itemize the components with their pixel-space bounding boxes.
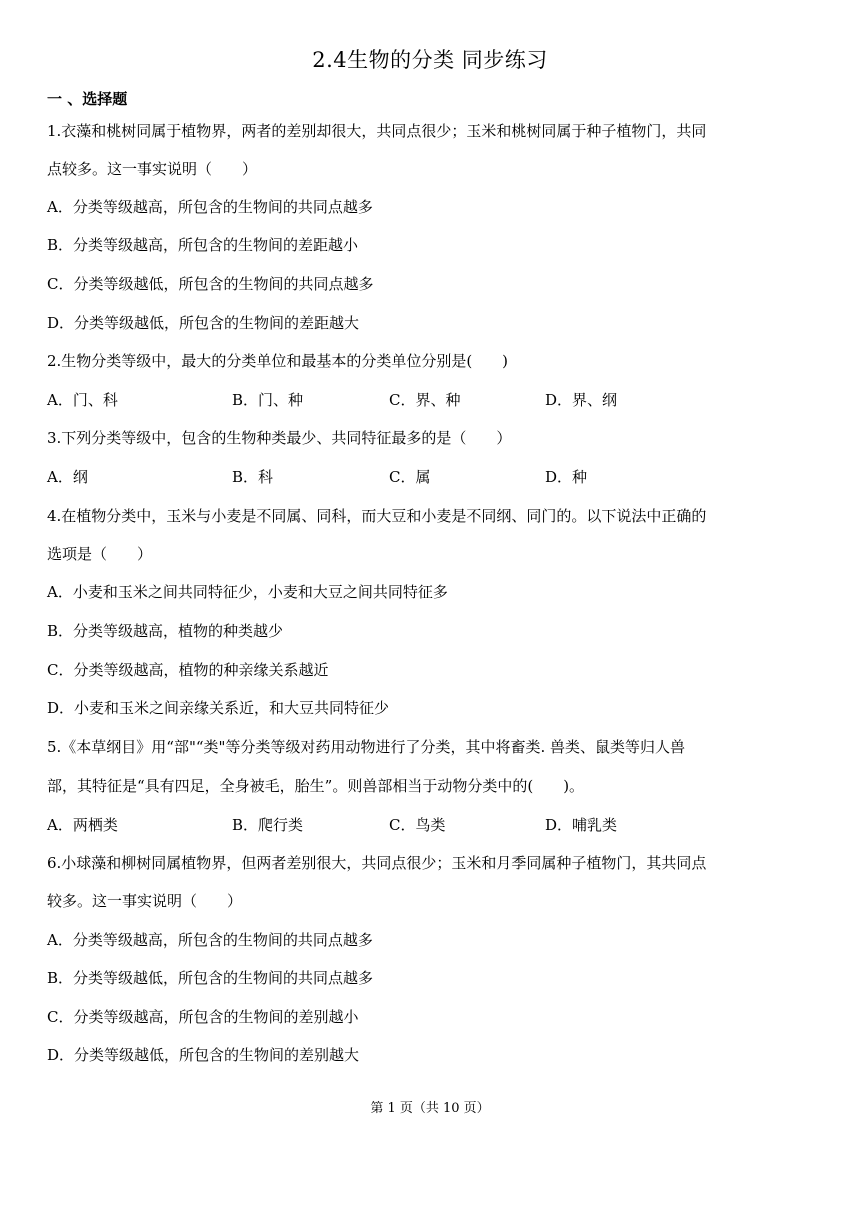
q4-option-b: B．分类等级越高，植物的种类越少 [47,622,284,640]
q5-option-d: D．哺乳类 [545,816,618,834]
q2-option-c: C．界、种 [389,391,461,409]
q4-stem-line-1: 4.在植物分类中，玉米与小麦是不同属、同科，而大豆和小麦是不同纲、同门的。以下说法中正确的 [47,507,707,525]
page-title: 2.4生物的分类 同步练习 [312,48,548,72]
q1-option-c: C．分类等级越低，所包含的生物间的共同点越多 [47,275,374,293]
q5-option-a: A．两栖类 [47,816,118,834]
q1-option-d: D．分类等级越低，所包含的生物间的差距越大 [47,314,360,332]
q5-option-b: B．爬行类 [232,816,304,834]
q6-option-c: C．分类等级越高，所包含的生物间的差别越小 [47,1008,359,1026]
q3-stem-line-1: 3.下列分类等级中，包含的生物种类最少、共同特征最多的是（ ） [47,429,512,447]
q2-option-a: A．门、科 [47,391,118,409]
q5-stem-line-1: 5.《本草纲目》用“部"“类"等分类等级对药用动物进行了分类，其中将畜类. 兽类、鼠类等归人兽 [47,738,685,756]
page-footer: 第 1 页（共 10 页） [370,1101,490,1116]
q3-option-c: C．属 [389,468,431,486]
q2-stem-line-1: 2.生物分类等级中，最大的分类单位和最基本的分类单位分别是( ) [47,352,509,370]
q3-option-d: D．种 [545,468,588,486]
q1-option-b: B．分类等级越高，所包含的生物间的差距越小 [47,236,359,254]
q2-option-d: D．界、纲 [545,391,618,409]
q1-stem-line-2: 点较多。这一事实说明（ ） [47,160,258,178]
q4-option-d: D．小麦和玉米之间亲缘关系近，和大豆共同特征少 [47,699,390,717]
q6-option-a: A．分类等级越高，所包含的生物间的共同点越多 [47,931,373,949]
q6-stem-line-2: 较多。这一事实说明（ ） [47,892,243,910]
q4-option-a: A．小麦和玉米之间共同特征少，小麦和大豆之间共同特征多 [47,583,448,601]
q1-stem-line-1: 1.衣藻和桃树同属于植物界，两者的差别却很大，共同点很少；玉米和桃树同属于种子植物门，共同 [47,122,707,140]
q3-option-b: B．科 [232,468,274,486]
q4-stem-line-2: 选项是（ ） [47,545,153,563]
q6-stem-line-1: 6.小球藻和柳树同属植物界，但两者差别很大，共同点很少；玉米和月季同属种子植物门，其共同点 [47,854,707,872]
q6-option-b: B．分类等级越低，所包含的生物间的共同点越多 [47,969,374,987]
q2-option-b: B．门、种 [232,391,304,409]
section-heading: 一 、选择题 [47,90,128,108]
q5-stem-line-2: 部，其特征是“具有四足，全身被毛，胎生”。则兽部相当于动物分类中的( )。 [47,777,585,795]
q6-option-d: D．分类等级越低，所包含的生物间的差别越大 [47,1046,360,1064]
q5-option-c: C．鸟类 [389,816,446,834]
q3-option-a: A．纲 [47,468,88,486]
q1-option-a: A．分类等级越高，所包含的生物间的共同点越多 [47,198,373,216]
q4-option-c: C．分类等级越高，植物的种亲缘关系越近 [47,661,329,679]
